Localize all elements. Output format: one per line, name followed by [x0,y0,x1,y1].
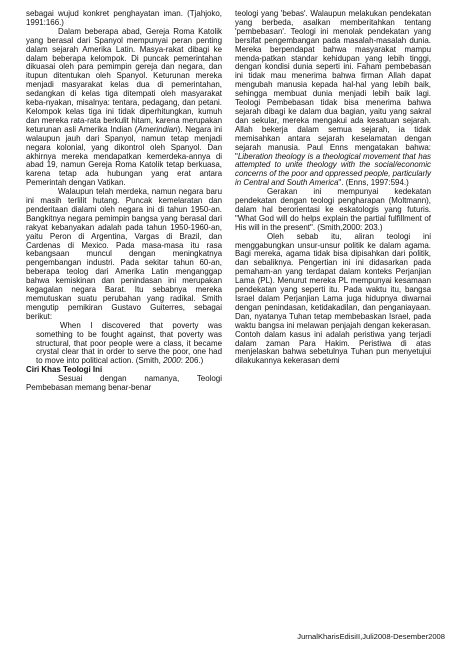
left-column [26,10,222,393]
paragraph-independence: Walaupun telah merdeka, namun negara baru ini masih terlilit hutang. Puncak kemelaratan dan penderitaan dialami oleh negara ini di tahun 1950-an. Bangkitnya negara pemimpin bangsa yang berasal dari rakyat kebanyakan adalah pada tahun 1950-1960-an, yaitu Peron di Argentina, Vargas di Brazil, dan Cardenas di Mexico. Pada masa-masa itu rasa kebangsaan muncul dengan meningkatnya pengembangan industri. Pada sekitar tahun 60-an, beberapa teolog dari Amerika Latin menganggap bahwa kemiskinan dan penindasan ini merupakan kegagalan negara Barat. Itu sebabnya mereka memutuskan suatu perubahan yang radikal. Smith mengutip pemikiran Gustavo Guiterres, sebagai berikut: [26,187,222,321]
text-run: ". (Enns, 1997:594.) [338,178,409,188]
text-run: Dalam beberapa abad, Gereja Roma Katolik yang berasal dari Spanyol mempunyai peran penting dalam sejarah Amerika Latin. Masya-rakat dibagi ke dalam beberapa kelompok. Di puncak pemerintahan dikuasai oleh para pemimpin gereja dan negara, dan itupun ditentukan oleh Spanyol. Keturunan mereka menjadi masyarakat kelas dua di pemerintahan, sedangkan di kelas tiga ditempati oleh masyarakat keba-nyakan, misalnya: tentara, pedagang, dan petani. Kelompok kelas tiga ini tidak diperhitungkan, kumuh dan mereka rata-rata berkulit hitam, karena merupakan keturunan asli Amerika Indian ( [26,26,222,134]
block-quote [26,322,222,367]
quote-year: 2000 [163,356,181,366]
paragraph-liberation [235,10,431,188]
quote-ref: : 206.) [180,356,204,366]
text-run: ). Negara ini walaupun jauh dari Spanyol, namun tetap menjadi negara kolonial, yang dikontrol oleh Spanyol. Dan akhirnya mereka mendapatkan kemerdeka-annya di abad 19, namun Gereja Roma Katolik tetap berkuasa, karena tetap ada hubungan yang erat antara Pemerintah dengan Vatikan. [26,124,223,188]
paragraph-history [26,28,222,188]
quote-text: When I discovered that poverty was something to be fought against, that poverty was structural, that poor people were a class, it became crystal clear that in order to serve the poor, one had to move into political action. (Smith, [36,320,222,366]
text-run: teologi yang 'bebas'. Walaupun melakukan pendekatan yang berbeda, asalkan memberitahkan tentang 'pembebasan'. Teologi ini menolak pendekatan yang bersifat pengembangan pada masalah-masalah dunia. Mereka berpendapat bahwa masyarakat mampu menda-patkan standar kehidupan yang lebih tinggi, dengan kondisi dunia seperti ini. Faham pembebasan ini tidak mau menerima bahwa firman Allah dapat mengubah manusia kepada hal-hal yang lebih baik, sehingga membuat dunia menjadi lebih baik lagi. Teologi Pembebasan tidak bisa menerima bahwa sejarah dibagi ke dalam dua bagian, yaitu yang sakral dan sekular, mereka mengakui ada kesatuan sejarah. Allah bekerja dalam semua sejarah, ia tidak memisahkan antara sejarah keselamatan dengan sejarah manusia. Paul Enns mengatakan bahwa: " [235,9,431,161]
italic-quote: Liberation theology is a theological movement that has attempted to unite theology with the social/economic concerns of the poor and oppressed people, particularly in Central and South America [235,151,431,188]
section-heading: Ciri Khas Teologi Ini [26,365,103,375]
paragraph-citation: sebagai wujud konkret penghayatan iman. (Tjahjoko, 1991:166.) [26,9,222,27]
paragraph-politics: Oleh sebab itu, aliran teologi ini menggabungkan unsur-unsur politik ke dalam agama. Bagi mereka, agama tidak bisa dipisahkan dari politik, dan sebaliknya. Pengertian ini ini didasarkan pada pemaham-an yang terdapat dalam konteks Perjanjian Lama (PL). Menurut mereka PL mempunyai kesamaan pendekatan yang seperti itu. Pada waktu itu, bangsa Israel dalam Perjanjian Lama juga hidupnya diwarnai dengan penindasan, ketidakadilan, dan penganiayaan. Dan, nyatanya Tuhan tetap membebaskan Israel, pada waktu bangsa ini melawan penjajah dengan kekerasan. Contoh dalam kasus ini adalah peristiwa yang terjadi dalam zaman Para Hakim. Peristiwa di atas menjelaskan bahwa sebetulnya Tuhan pun menyetujui dilakukannya kekerasan demi [235,231,431,366]
italic-term: Amerindian [137,124,178,134]
right-column [235,10,431,366]
paragraph-hope-theology: Gerakan ini mempunyai kedekatan pendekatan dengan teologi pengharapan (Moltmann), dalam hal berorientasi ke eskatologis yang futuris. "What God will do helps explain the partial fulfillment of His will in the present". (Smith,2000: 203.) [235,187,431,232]
page-footer: JurnalKharisEdisiII,Juli2008-Desember2008 [297,632,445,641]
paragraph-characteristics: Sesuai dengan namanya, Teologi Pembebasan memang benar-benar [26,374,222,393]
